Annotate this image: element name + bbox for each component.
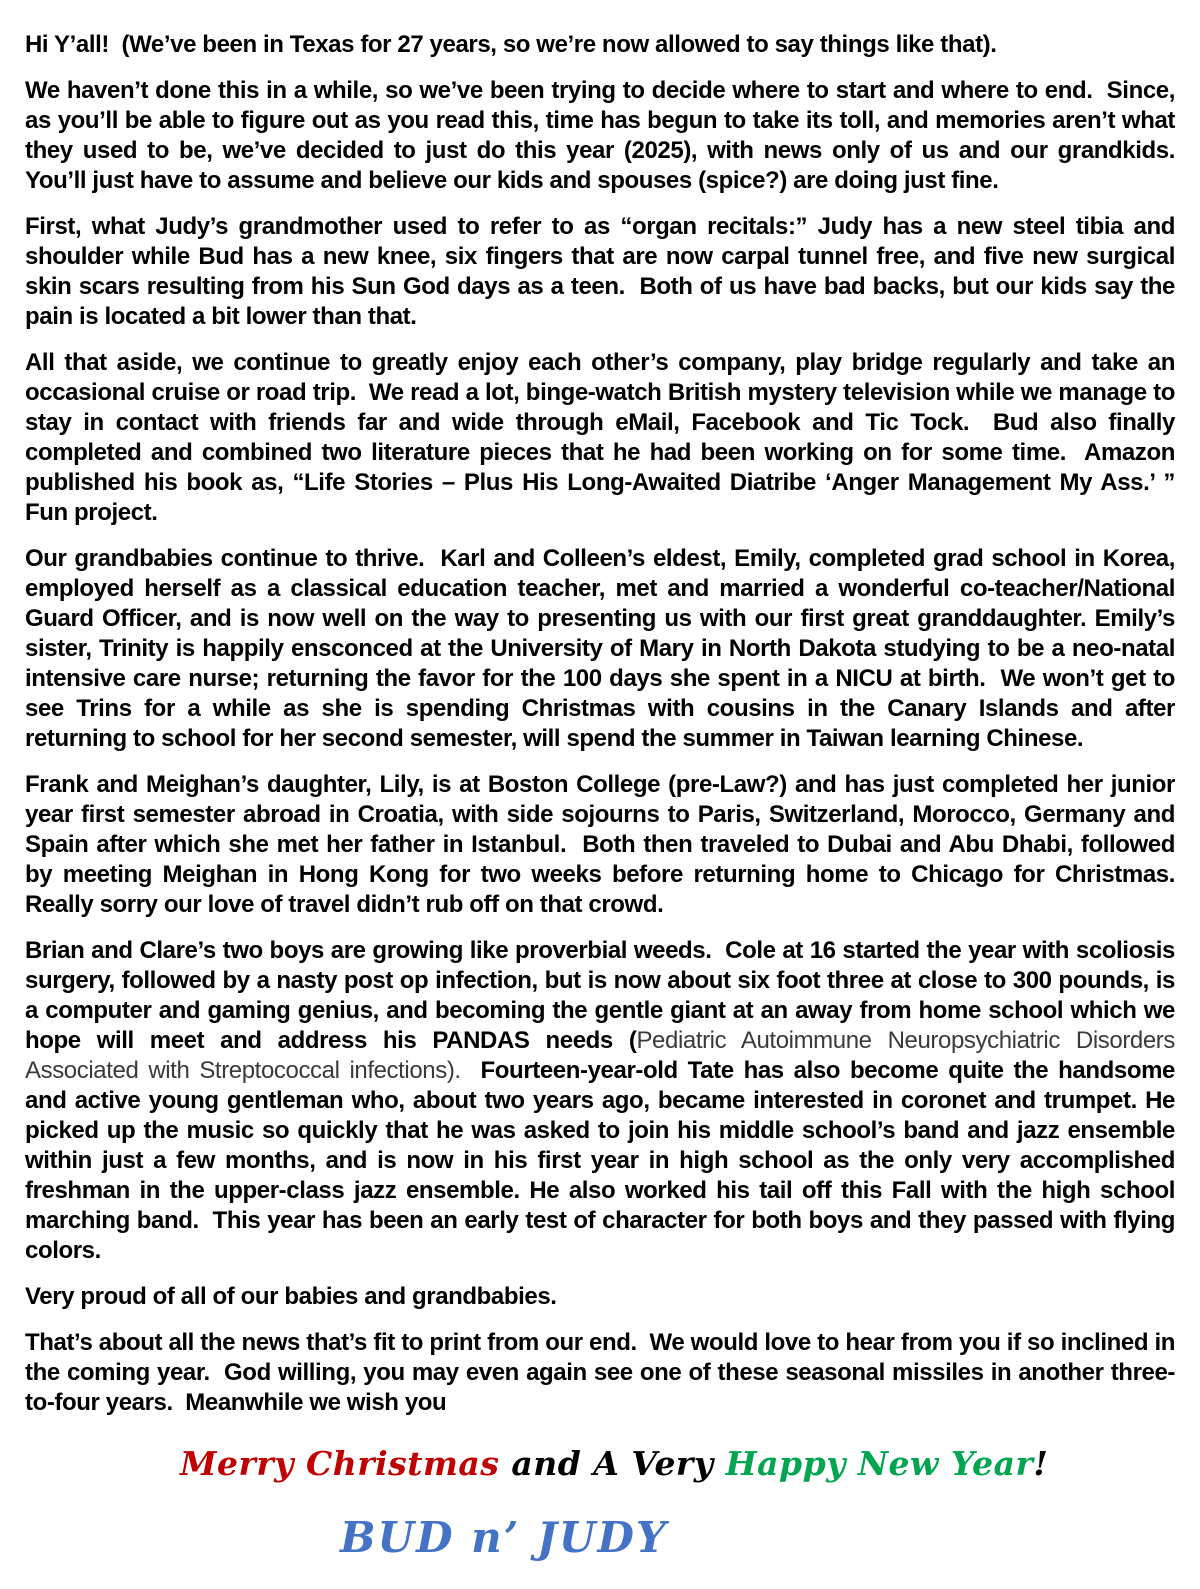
paragraph-text-run: Hi Y’all! (We’ve been in Texas for 27 years, so we’re now allowed to say things like that).: [25, 31, 997, 58]
letter-paragraph: [25, 1282, 1175, 1312]
merry-christmas-text: Merry Christmas: [180, 1444, 500, 1483]
letter-paragraph: [25, 1328, 1182, 1418]
letter-paragraph: [25, 76, 1188, 196]
letter-paragraph: [25, 544, 1182, 754]
signature: BUD n’ JUDY: [340, 1513, 668, 1562]
happy-new-year-text: Happy New Year: [725, 1444, 1034, 1483]
paragraph-text-run: That’s about all the news that’s fit to print from our end. We would love to hear from you if so inclined in the coming year. God willing, you may even again see one of these seasonal missiles in another three-to-four years. Meanwhile we wish you: [25, 1329, 1182, 1416]
letter-body: [25, 30, 1188, 1418]
closing-greeting: [25, 1444, 1175, 1483]
paragraph-text-run: Fourteen-year-old Tate has also become quite the handsome and active young gentleman who, about two years ago, became interested in coronet and trumpet. He picked up the music so quickly that he was asked to join his middle school’s band and jazz ensemble within just a few months, and is now in his first year in high school as the only very accomplished freshman in the upper-class jazz ensemble. He also worked his tail off this Fall with the high school marching band. This year has been an early test of character for both boys and they passed with flying colors.: [25, 1057, 1182, 1264]
paragraph-text-run: Brian and Clare’s two boys are growing like proverbial weeds. Cole at 16 started the year with scoliosis surgery, followed by a nasty post op infection, but is now about six foot three at close to 300 pounds, is a computer and gaming genius, and becoming the gentle giant at an away from home school which we hope will meet and address his PANDAS needs (: [25, 937, 1182, 1054]
paragraph-text-run: Very proud of all of our babies and grandbabies.: [25, 1283, 557, 1310]
letter-paragraph: [25, 348, 1188, 528]
letter-paragraph: [25, 770, 1188, 920]
paragraph-text-run: Our grandbabies continue to thrive. Karl and Colleen’s eldest, Emily, completed grad school in Korea, employed herself as a classical education teacher, met and married a wonderful co-teacher/National Guard Officer, and is now well on the way to presenting us with our first great granddaughter. Emily’s sister, Trinity is happily ensconced at the University of Mary in North Dakota studying to be a neo-natal intensive care nurse; returning the favor for the 100 days she spent in a NICU at birth. We won’t get to see Trins for a while as she is spending Christmas with cousins in the Canary Islands and after returning to school for her second semester, will spend the summer in Taiwan learning Chinese.: [25, 545, 1182, 752]
paragraph-text-run: First, what Judy’s grandmother used to refer to as “organ recitals:” Judy has a new steel tibia and shoulder while Bud has a new knee, six fingers that are now carpal tunnel free, and five new surgical skin scars resulting from his Sun God days as a teen. Both of us have bad backs, but our kids say the pain is located a bit lower than that.: [25, 213, 1182, 330]
and-a-very-text: and A Very: [499, 1444, 726, 1483]
exclamation-mark-text: !: [1033, 1444, 1049, 1483]
paragraph-text-run: Frank and Meighan’s daughter, Lily, is at Boston College (pre-Law?) and has just completed her junior year first semester abroad in Croatia, with side sojourns to Paris, Switzerland, Morocco, Germany and Spain after which she met her father in Istanbul. Both then traveled to Dubai and Abu Dhabi, followed by meeting Meighan in Hong Kong for two weeks before returning home to Chicago for Christmas. Really sorry our love of travel didn’t rub off on that crowd.: [25, 771, 1188, 918]
letter-paragraph: [25, 30, 1175, 60]
paragraph-text-run: Pediatric Autoimmune Neuropsychiatric Disorders Associated with Streptococcal infections).: [25, 1027, 1180, 1084]
paragraph-text-run: All that aside, we continue to greatly enjoy each other’s company, play bridge regularly and take an occasional cruise or road trip. We read a lot, binge-watch British mystery television while we manage to stay in contact with friends far and wide through eMail, Facebook and Tic Tock. Bud also finally completed and combined two literature pieces that he had been working on for some time. Amazon published his book as, “Life Stories – Plus His Long-Awaited Diatribe ‘Anger Management My Ass.’ ” Fun project.: [25, 349, 1188, 526]
paragraph-text-run: We haven’t done this in a while, so we’ve been trying to decide where to start and where to end. Since, as you’ll be able to figure out as you read this, time has begun to take its toll, and memories aren’t what they used to be, we’ve decided to just do this year (2025), with news only of us and our grandkids. You’ll just have to assume and believe our kids and spouses (spice?) are doing just fine.: [25, 77, 1188, 194]
letter-paragraph: [25, 936, 1182, 1266]
letter-paragraph: [25, 212, 1182, 332]
